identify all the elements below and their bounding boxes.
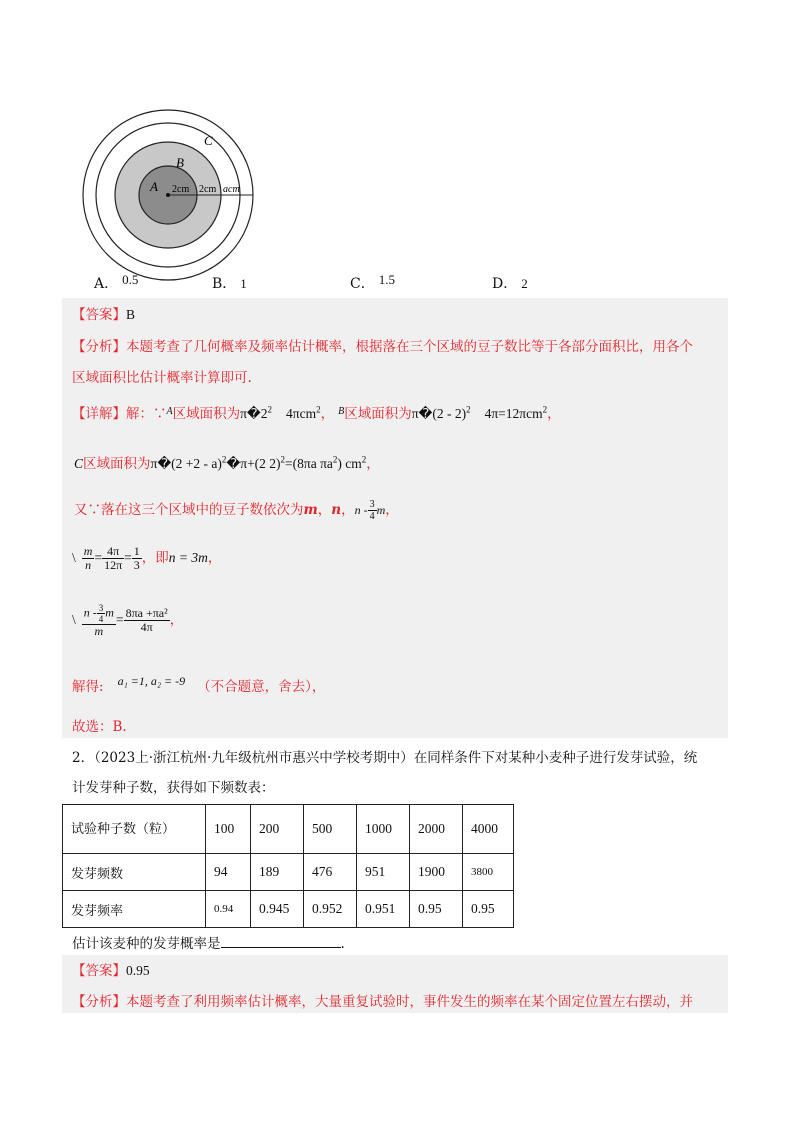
concentric-circles-figure bbox=[68, 95, 268, 295]
q1-analysis-line2: 区域面积比估计概率计算即可. bbox=[72, 370, 252, 386]
q2-stem-line2: 计发芽种子数，获得如下频数表： bbox=[72, 780, 275, 796]
table-row bbox=[63, 891, 514, 928]
table-cell: 0.95 bbox=[463, 891, 514, 928]
choice-b[interactable]: B． 1 bbox=[212, 276, 247, 292]
table-header-cell: 试验种子数（粒） bbox=[63, 805, 206, 854]
table-cell: 0.952 bbox=[304, 891, 357, 928]
q1-conclusion: 故选：B. bbox=[72, 719, 127, 735]
table-cell: 951 bbox=[357, 854, 410, 891]
table-cell: 4000 bbox=[463, 805, 514, 854]
q2-fill-in: 估计该麦种的发芽概率是 . bbox=[72, 936, 345, 952]
answer-blank[interactable] bbox=[221, 935, 341, 948]
table-cell: 0.945 bbox=[251, 891, 304, 928]
table-cell: 2000 bbox=[410, 805, 463, 854]
segment-label-3: acm bbox=[223, 184, 240, 195]
table-cell: 0.95 bbox=[410, 891, 463, 928]
q1-analysis-line1: 【分析】本题考查了几何概率及频率估计概率，根据落在三个区域的豆子数比等于各部分面积比，用各个 bbox=[72, 339, 693, 355]
table-row bbox=[63, 854, 514, 891]
choice-d[interactable]: D． 2 bbox=[492, 276, 528, 292]
table-row bbox=[63, 805, 514, 854]
q2-answer: 【答案】0.95 bbox=[72, 963, 150, 979]
table-cell: 189 bbox=[251, 854, 304, 891]
choice-a[interactable]: A． 0.5 bbox=[94, 272, 139, 292]
table-cell: 94 bbox=[206, 854, 251, 891]
table-cell: 476 bbox=[304, 854, 357, 891]
table-cell: 0.94 bbox=[206, 891, 251, 928]
q2-analysis: 【分析】本题考查了利用频率估计概率，大量重复试验时，事件发生的频率在某个固定位置左右摆动，并 bbox=[72, 994, 693, 1010]
frequency-table bbox=[62, 804, 514, 928]
q1-detail-line1: 【详解】解：∵$^A$区域面积为$\pi�2^2$ 4πcm$^2$， $^B$区域面积为π�(2 - 2)$^2$ 4π=12πcm$^2$， bbox=[72, 404, 561, 422]
q1-detail-line4: \ $\frac{m}{n}$ = $\frac{4\pi}{12\pi}$ = $\frac{1}{3}$ ，即n = 3m， bbox=[72, 544, 222, 572]
center-point bbox=[166, 193, 170, 197]
segment-label-1: 2cm bbox=[172, 184, 190, 195]
choice-c[interactable]: C． 1.5 bbox=[350, 272, 395, 292]
table-cell: 100 bbox=[206, 805, 251, 854]
table-cell: 1900 bbox=[410, 854, 463, 891]
table-cell: 3800 bbox=[463, 854, 514, 891]
q1-detail-line6: 解得: a₁ =1, a₂ = -9 （不合题意，舍去）， bbox=[72, 674, 326, 695]
label-a: A bbox=[150, 179, 158, 194]
label-c: C bbox=[204, 133, 213, 148]
table-cell: 200 bbox=[251, 805, 304, 854]
table-header-cell: 发芽频数 bbox=[63, 854, 206, 891]
q1-detail-line2: C区域面积为π�(2 +2 - a)$^2$�π+(2 2)$^2$=(8πa $\pi a^2$) $cm^2$， bbox=[74, 454, 380, 472]
q1-detail-line3: 又∵落在这三个区域中的豆子数依次为m，n，n - $\frac{3}{4}$ m， bbox=[74, 499, 399, 522]
table-cell: 500 bbox=[304, 805, 357, 854]
table-cell: 0.951 bbox=[357, 891, 410, 928]
label-b: B bbox=[176, 155, 184, 170]
q2-stem-line1: 2．（2023上·浙江杭州·九年级杭州市惠兴中学校考期中）在同样条件下对某种小麦种子进行发芽试验，统 bbox=[72, 750, 698, 766]
segment-label-2: 2cm bbox=[199, 184, 217, 195]
table-cell: 1000 bbox=[357, 805, 410, 854]
q1-answer: 【答案】B bbox=[72, 307, 136, 323]
table-header-cell: 发芽频率 bbox=[63, 891, 206, 928]
q1-detail-line5: \ n - $\frac{3}{4}$ m m = $\frac{\text{8πa +πa²}}{4\pi}$ ， bbox=[72, 603, 184, 638]
